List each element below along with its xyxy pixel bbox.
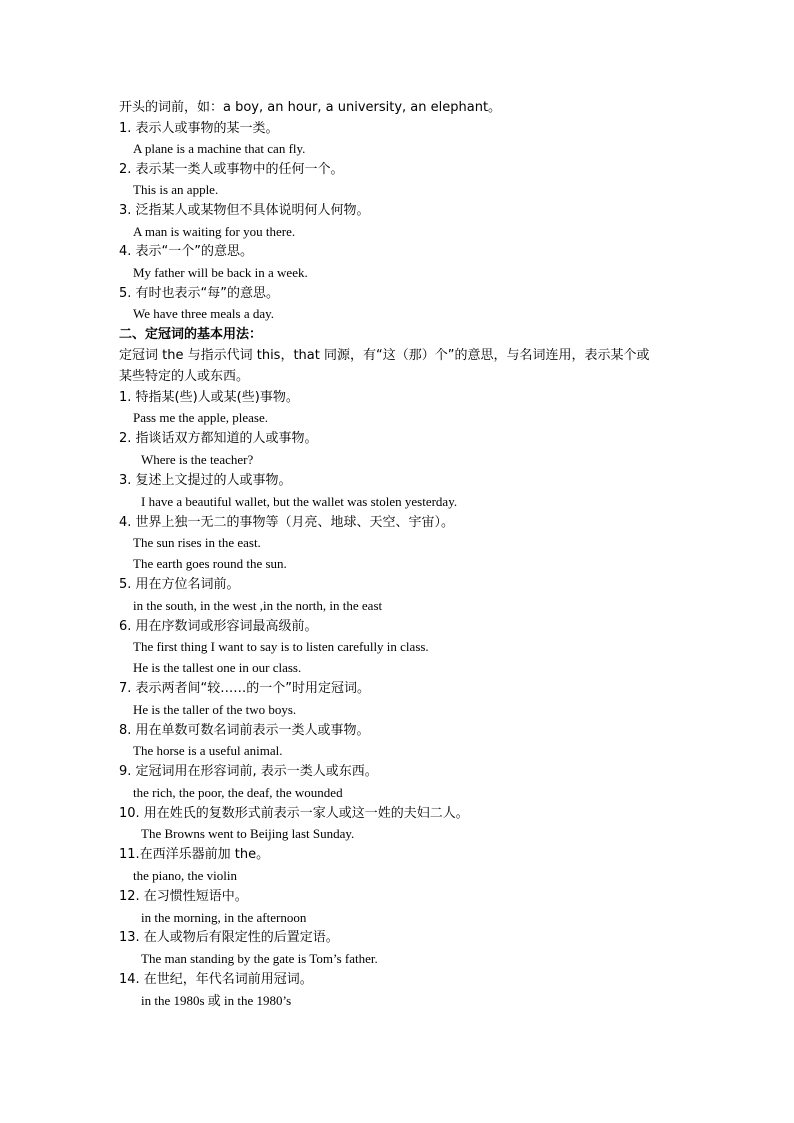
example-sentence: The Browns went to Beijing last Sunday. — [141, 826, 355, 841]
example-sentence: A plane is a machine that can fly. — [133, 141, 306, 156]
example-sentence: in the south, in the west ,in the north, in the east — [133, 598, 383, 613]
example-sentence: The man standing by the gate is Tom’s father. — [141, 951, 378, 966]
rule-heading-4: 4. 表示“一个”的意思。 — [119, 244, 254, 259]
definite-rule-6: 6. 用在序数词或形容词最高级前。 — [119, 619, 318, 634]
rule-heading-3: 3. 泛指某人或某物但不具体说明何人何物。 — [119, 203, 370, 218]
definite-rule-12: 12. 在习惯性短语中。 — [119, 889, 248, 904]
example-sentence: the rich, the poor, the deaf, the wounded — [133, 785, 343, 800]
example-sentence: We have three meals a day. — [133, 306, 275, 321]
section-intro-continued: 某些特定的人或东西。 — [119, 369, 250, 384]
section-intro: 定冠词 the 与指示代词 this，that 同源，有“这（那）个”的意思，与名词连用，表示某个或 — [119, 348, 650, 363]
example-sentence: He is the taller of the two boys. — [133, 702, 297, 717]
definite-rule-1: 1. 特指某(些)人或某(些)事物。 — [119, 390, 299, 405]
rule-heading-5: 5. 有时也表示“每”的意思。 — [119, 286, 280, 301]
intro-line: 开头的词前，如：a boy, an hour, a university, an elephant。 — [119, 100, 502, 115]
example-sentence: in the 1980s 或 in the 1980’s — [141, 993, 292, 1008]
definite-rule-8: 8. 用在单数可数名词前表示一类人或事物。 — [119, 723, 370, 738]
example-sentence: The earth goes round the sun. — [133, 556, 287, 571]
rule-heading-2: 2. 表示某一类人或事物中的任何一个。 — [119, 162, 344, 177]
definite-rule-5: 5. 用在方位名词前。 — [119, 577, 240, 592]
example-sentence: This is an apple. — [133, 182, 219, 197]
example-sentence: The sun rises in the east. — [133, 535, 261, 550]
example-sentence: Pass me the apple, please. — [133, 410, 269, 425]
example-sentence: Where is the teacher? — [141, 452, 254, 467]
rule-heading-1: 1. 表示人或事物的某一类。 — [119, 121, 279, 136]
definite-rule-14: 14. 在世纪，年代名词前用冠词。 — [119, 972, 313, 987]
definite-rule-3: 3. 复述上文提过的人或事物。 — [119, 473, 292, 488]
example-sentence: the piano, the violin — [133, 868, 237, 883]
definite-rule-10: 10. 用在姓氏的复数形式前表示一家人或这一姓的夫妇二人。 — [119, 806, 469, 821]
section-heading: 二、定冠词的基本用法： — [119, 327, 263, 342]
definite-rule-13: 13. 在人或物后有限定性的后置定语。 — [119, 930, 339, 945]
example-sentence: I have a beautiful wallet, but the wallet was stolen yesterday. — [141, 494, 458, 509]
definite-rule-2: 2. 指谈话双方都知道的人或事物。 — [119, 431, 318, 446]
definite-rule-4: 4. 世界上独一无二的事物等（月亮、地球、天空、宇宙）。 — [119, 515, 455, 530]
definite-rule-7: 7. 表示两者间“较……的一个”时用定冠词。 — [119, 681, 371, 696]
example-sentence: A man is waiting for you there. — [133, 224, 296, 239]
example-sentence: in the morning, in the afternoon — [141, 910, 307, 925]
example-sentence: The horse is a useful animal. — [133, 743, 283, 758]
definite-rule-9: 9. 定冠词用在形容词前, 表示一类人或东西。 — [119, 764, 378, 779]
example-sentence: My father will be back in a week. — [133, 265, 308, 280]
definite-rule-11: 11.在西洋乐器前加 the。 — [119, 847, 270, 862]
example-sentence: The first thing I want to say is to listen carefully in class. — [133, 639, 429, 654]
example-sentence: He is the tallest one in our class. — [133, 660, 302, 675]
